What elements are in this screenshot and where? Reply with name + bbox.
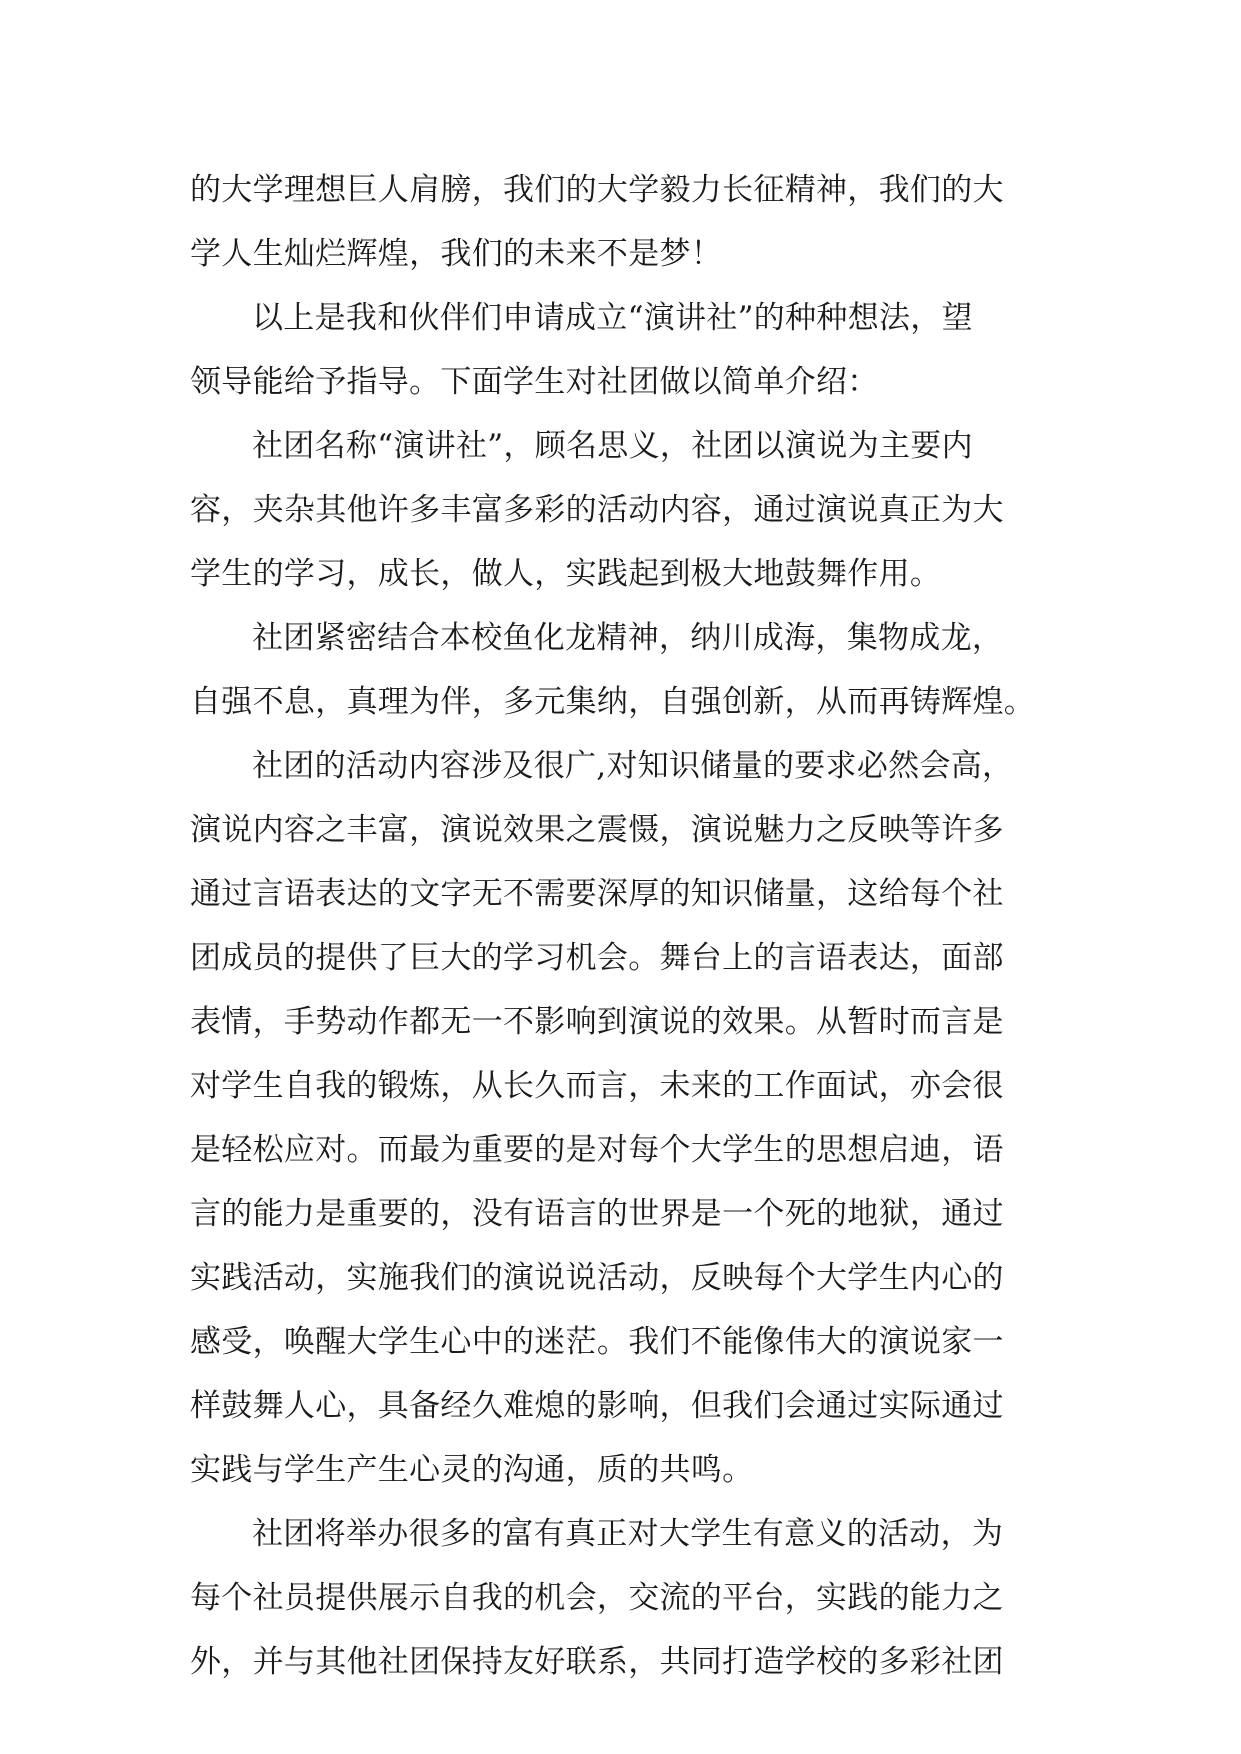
text-line: 表情，手势动作都无一不影响到演说的效果。从暂时而言是 <box>190 1004 1004 1040</box>
text-line: 实践与学生产生心灵的沟通，质的共鸣。 <box>190 1452 754 1488</box>
text-line: 每个社员提供展示自我的机会，交流的平台，实践的能力之 <box>190 1580 1004 1616</box>
document-body <box>190 158 1050 1694</box>
text-line: 学人生灿烂辉煌，我们的未来不是梦！ <box>190 236 723 272</box>
text-line: 社团紧密结合本校鱼化龙精神，纳川成海，集物成龙， <box>252 620 1004 656</box>
text-line: 社团名称“演讲社”，顾名思义，社团以演说为主要内 <box>252 428 973 464</box>
text-line: 外，并与其他社团保持友好联系，共同打造学校的多彩社团 <box>190 1644 1004 1680</box>
text-line: 容，夹杂其他许多丰富多彩的活动内容，通过演说真正为大 <box>190 492 1004 528</box>
text-line: 的大学理想巨人肩膀，我们的大学毅力长征精神，我们的大 <box>190 172 1004 208</box>
text-line: 团成员的提供了巨大的学习机会。舞台上的言语表达，面部 <box>190 940 1004 976</box>
text-line: 言的能力是重要的，没有语言的世界是一个死的地狱，通过 <box>190 1196 1004 1232</box>
text-line: 实践活动，实施我们的演说说活动，反映每个大学生内心的 <box>190 1260 1004 1296</box>
text-line: 社团的活动内容涉及很广,对知识储量的要求必然会高， <box>252 748 1014 784</box>
text-line: 通过言语表达的文字无不需要深厚的知识储量，这给每个社 <box>190 876 1004 912</box>
text-line: 自强不息，真理为伴，多元集纳，自强创新，从而再铸辉煌。 <box>190 684 1036 720</box>
text-line: 样鼓舞人心，具备经久难熄的影响，但我们会通过实际通过 <box>190 1388 1004 1424</box>
text-line: 对学生自我的锻炼，从长久而言，未来的工作面试，亦会很 <box>190 1068 1004 1104</box>
text-line: 是轻松应对。而最为重要的是对每个大学生的思想启迪，语 <box>190 1132 1004 1168</box>
text-line: 演说内容之丰富，演说效果之震慑，演说魅力之反映等许多 <box>190 812 1004 848</box>
text-line: 领导能给予指导。下面学生对社团做以简单介绍： <box>190 364 879 400</box>
text-line: 社团将举办很多的富有真正对大学生有意义的活动，为 <box>252 1516 1004 1552</box>
text-line: 以上是我和伙伴们申请成立“演讲社”的种种想法，望 <box>252 300 973 336</box>
text-line: 感受，唤醒大学生心中的迷茫。我们不能像伟大的演说家一 <box>190 1324 1004 1360</box>
text-line: 学生的学习，成长，做人，实践起到极大地鼓舞作用。 <box>190 556 942 592</box>
